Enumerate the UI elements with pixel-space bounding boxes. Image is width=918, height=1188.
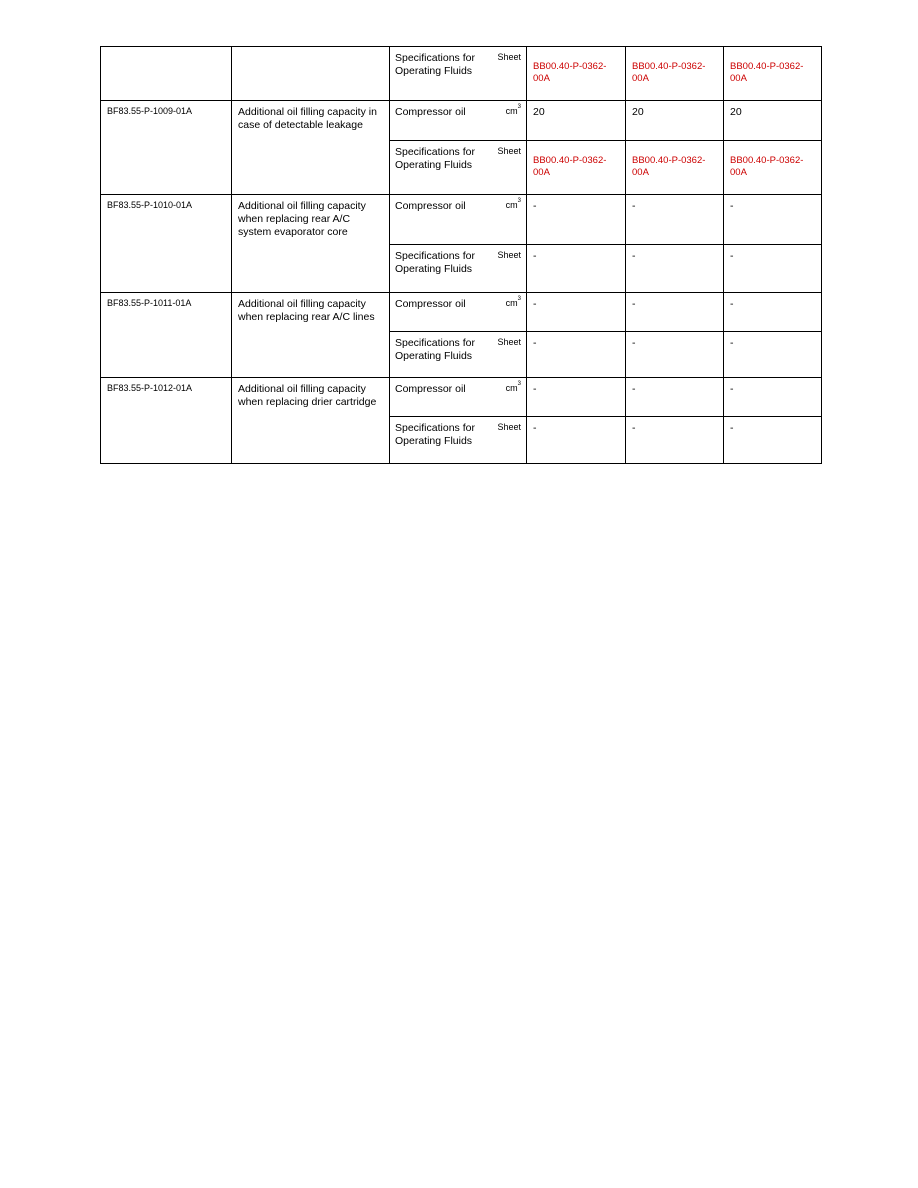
spec-link[interactable]: BB00.40-P-0362-00A	[632, 61, 706, 84]
oil-unit: $cm^3$	[490, 101, 527, 141]
procedure-code: BF83.55-P-1012-01A	[101, 378, 232, 464]
specifications-table	[100, 46, 822, 464]
oil-value: -	[527, 293, 626, 332]
spec-link[interactable]: BB00.40-P-0362-00A	[730, 155, 804, 178]
oil-label: Compressor oil	[390, 293, 490, 332]
procedure-description: Additional oil filling capacity when replacing rear A/C lines	[232, 293, 390, 378]
spec-link[interactable]: BB00.40-P-0362-00A	[730, 61, 804, 84]
spec-label: Specifications for Operating Fluids	[390, 141, 490, 195]
oil-unit: $cm^3$	[490, 378, 527, 417]
spec-value: -	[626, 245, 724, 293]
spec-label: Specifications for Operating Fluids	[390, 417, 490, 464]
oil-value: -	[626, 378, 724, 417]
spec-value: -	[626, 417, 724, 464]
spec-unit: Sheet	[490, 47, 527, 101]
procedure-description: Additional oil filling capacity when replacing rear A/C system evaporator core	[232, 195, 390, 293]
oil-value: -	[724, 293, 822, 332]
spec-value: -	[724, 245, 822, 293]
procedure-code: BF83.55-P-1011-01A	[101, 293, 232, 378]
table-row	[101, 378, 822, 417]
oil-value: -	[626, 195, 724, 245]
spec-label: Specifications for Operating Fluids	[390, 245, 490, 293]
spec-unit: Sheet	[490, 417, 527, 464]
code-cell	[101, 47, 232, 101]
spec-value: -	[527, 332, 626, 378]
spec-value: -	[724, 332, 822, 378]
spec-unit: Sheet	[490, 332, 527, 378]
oil-unit: $cm^3$	[490, 195, 527, 245]
spec-value: -	[724, 417, 822, 464]
spec-value: -	[527, 245, 626, 293]
table-row	[101, 101, 822, 141]
spec-link[interactable]: BB00.40-P-0362-00A	[533, 155, 607, 178]
table-row	[101, 47, 822, 101]
procedure-code: BF83.55-P-1010-01A	[101, 195, 232, 293]
oil-value: -	[626, 293, 724, 332]
spec-label: Specifications for Operating Fluids	[390, 332, 490, 378]
spec-unit: Sheet	[490, 141, 527, 195]
oil-value: -	[527, 195, 626, 245]
oil-value: -	[724, 195, 822, 245]
oil-unit: $cm^3$	[490, 293, 527, 332]
spec-link[interactable]: BB00.40-P-0362-00A	[632, 155, 706, 178]
spec-unit: Sheet	[490, 245, 527, 293]
oil-label: Compressor oil	[390, 101, 490, 141]
spec-value: -	[626, 332, 724, 378]
procedure-description: Additional oil filling capacity when replacing drier cartridge	[232, 378, 390, 464]
spec-link[interactable]: BB00.40-P-0362-00A	[533, 61, 607, 84]
table-row	[101, 195, 822, 245]
table-row	[101, 293, 822, 332]
oil-value: 20	[527, 101, 626, 141]
oil-value: 20	[626, 101, 724, 141]
procedure-code: BF83.55-P-1009-01A	[101, 101, 232, 195]
oil-value: -	[527, 378, 626, 417]
spec-label: Specifications for Operating Fluids	[390, 47, 490, 101]
spec-value: -	[527, 417, 626, 464]
oil-label: Compressor oil	[390, 195, 490, 245]
description-cell	[232, 47, 390, 101]
oil-label: Compressor oil	[390, 378, 490, 417]
procedure-description: Additional oil filling capacity in case of detectable leakage	[232, 101, 390, 195]
oil-value: -	[724, 378, 822, 417]
oil-value: 20	[724, 101, 822, 141]
